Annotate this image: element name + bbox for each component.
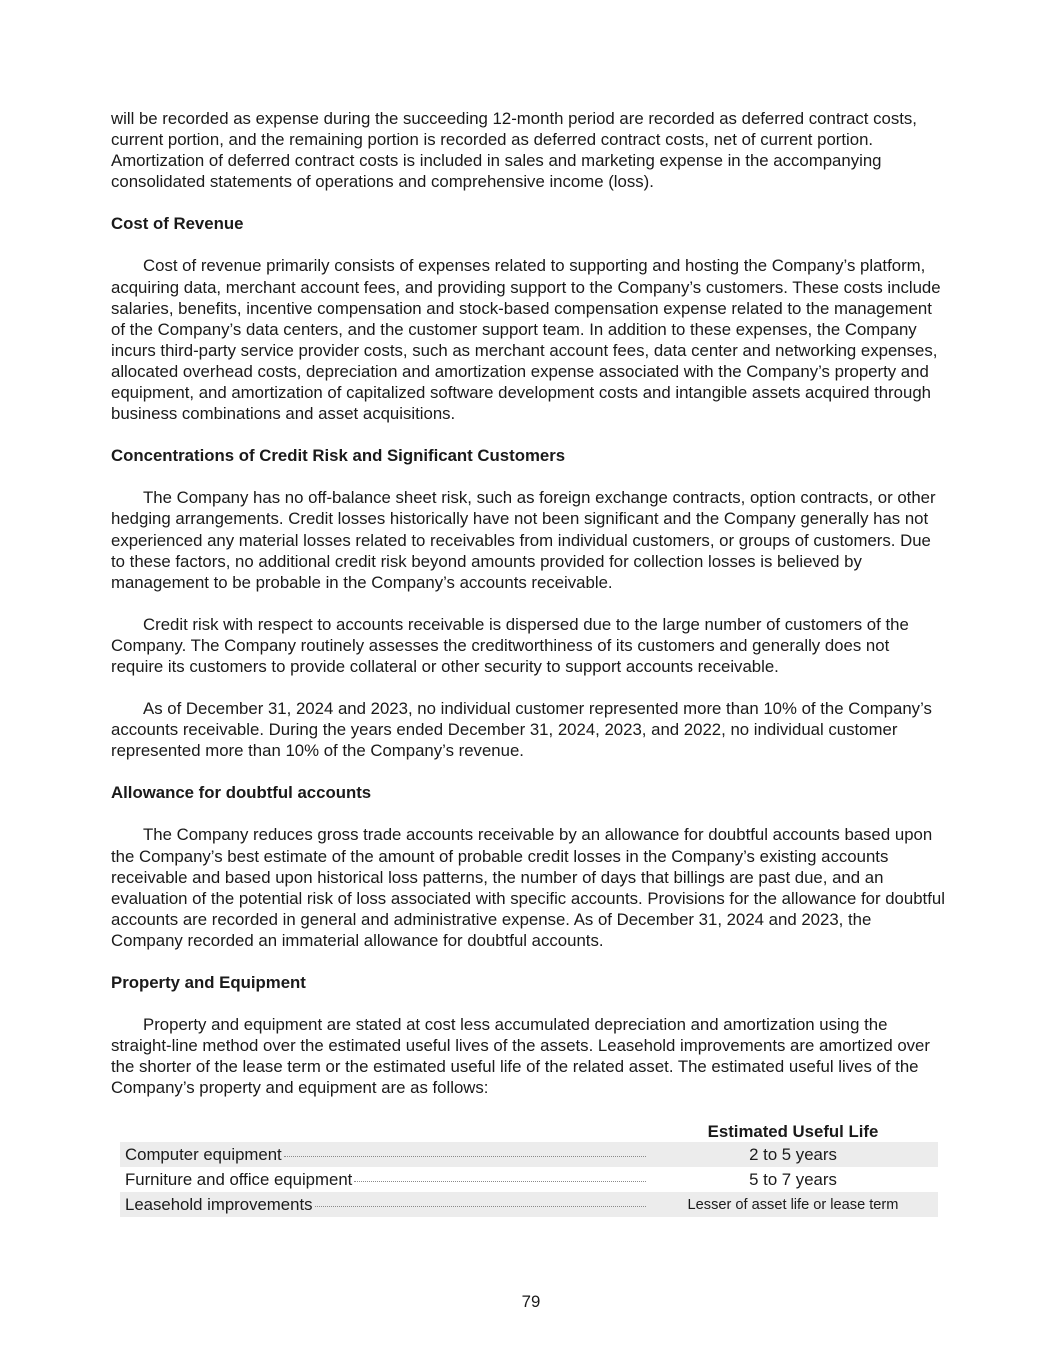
dot-leader: [315, 1205, 647, 1207]
asset-label: Furniture and office equipment: [125, 1169, 353, 1189]
credit-risk-paragraph-2: Credit risk with respect to accounts receivable is dispersed due to the large number of customers of the Company. The Company routinely assesses the creditworthiness of its customers and generally does not require its customers to provide collateral or other security to support accounts receivable.: [111, 614, 909, 676]
table-row: [120, 1192, 938, 1217]
allowance-heading: Allowance for doubtful accounts: [111, 783, 372, 803]
dot-leader: [354, 1180, 646, 1182]
credit-risk-heading: Concentrations of Credit Risk and Significant Customers: [111, 446, 566, 466]
table-row: [120, 1167, 938, 1192]
allowance-paragraph: The Company reduces gross trade accounts receivable by an allowance for doubtful accounts based upon the Company’s best estimate of the amount of probable credit losses in the Company’s existing accounts receivable and based upon historical loss patterns, the number of days that billings are past due, and an evaluation of the potential risk of loss associated with specific accounts. Provisions for the allowance for doubtful accounts are recorded in general and administrative expense. As of December 31, 2024 and 2023, the Company recorded an immaterial allowance for doubtful accounts.: [111, 825, 945, 950]
cost-of-revenue-heading: Cost of Revenue: [111, 214, 244, 234]
asset-label: Leasehold improvements: [125, 1194, 313, 1214]
useful-life-value: 2 to 5 years: [749, 1144, 837, 1164]
intro-paragraph: will be recorded as expense during the succeeding 12-month period are recorded as deferred contract costs, current portion, and the remaining portion is recorded as deferred contract costs, net of current portion. Amortization of deferred contract costs is included in sales and marketing expense in the accompanying consolidated statements of operations and comprehensive income (loss).: [111, 109, 917, 192]
table-row: [120, 1142, 938, 1167]
document-body: [111, 108, 945, 1217]
useful-life-column-header: Estimated Useful Life: [707, 1122, 879, 1142]
page-number: 79: [521, 1292, 541, 1311]
table-header-row: [120, 1119, 938, 1142]
property-heading: Property and Equipment: [111, 973, 306, 992]
useful-life-value: Lesser of asset life or lease term: [687, 1196, 899, 1213]
dot-leader: [284, 1155, 646, 1157]
credit-risk-paragraph-1: The Company has no off-balance sheet risk, such as foreign exchange contracts, option contracts, or other hedging arrangements. Credit losses historically have not been significant and the Company generally has not experienced any material losses related to receivables from individual customers, or groups of customers. Due to these factors, no additional credit risk beyond amounts provided for collection losses is believed by management to be probable in the Company’s accounts receivable.: [111, 488, 936, 592]
asset-label: Computer equipment: [125, 1144, 282, 1164]
cost-of-revenue-paragraph: Cost of revenue primarily consists of expenses related to supporting and hosting the Company’s platform, acquiring data, merchant account fees, and providing support to the Company’s customers. These costs include salaries, benefits, incentive compensation and stock-based compensation expense related to the management of the Company’s data centers, and the customer support team. In addition to these expenses, the Company incurs third-party service provider costs, such as merchant account fees, data center and networking expenses, allocated overhead costs, depreciation and amortization expense associated with the Company’s property and equipment, and amortization of capitalized software development costs and intangible assets acquired through business combinations and asset acquisitions.: [111, 256, 941, 424]
credit-risk-paragraph-3: As of December 31, 2024 and 2023, no individual customer represented more than 10% of the Company’s accounts receivable. During the years ended December 31, 2024, 2023, and 2022, no individual customer represented more than 10% of the Company’s revenue.: [111, 699, 932, 761]
useful-life-table: [120, 1119, 938, 1217]
property-paragraph: Property and equipment are stated at cost less accumulated depreciation and amortization using the straight-line method over the estimated useful lives of the assets. Leasehold improvements are amortized over the shorter of the lease term or the estimated useful life of the related asset. The estimated useful lives of the Company’s property and equipment are as follows:: [111, 1015, 930, 1098]
useful-life-value: 5 to 7 years: [749, 1169, 837, 1189]
